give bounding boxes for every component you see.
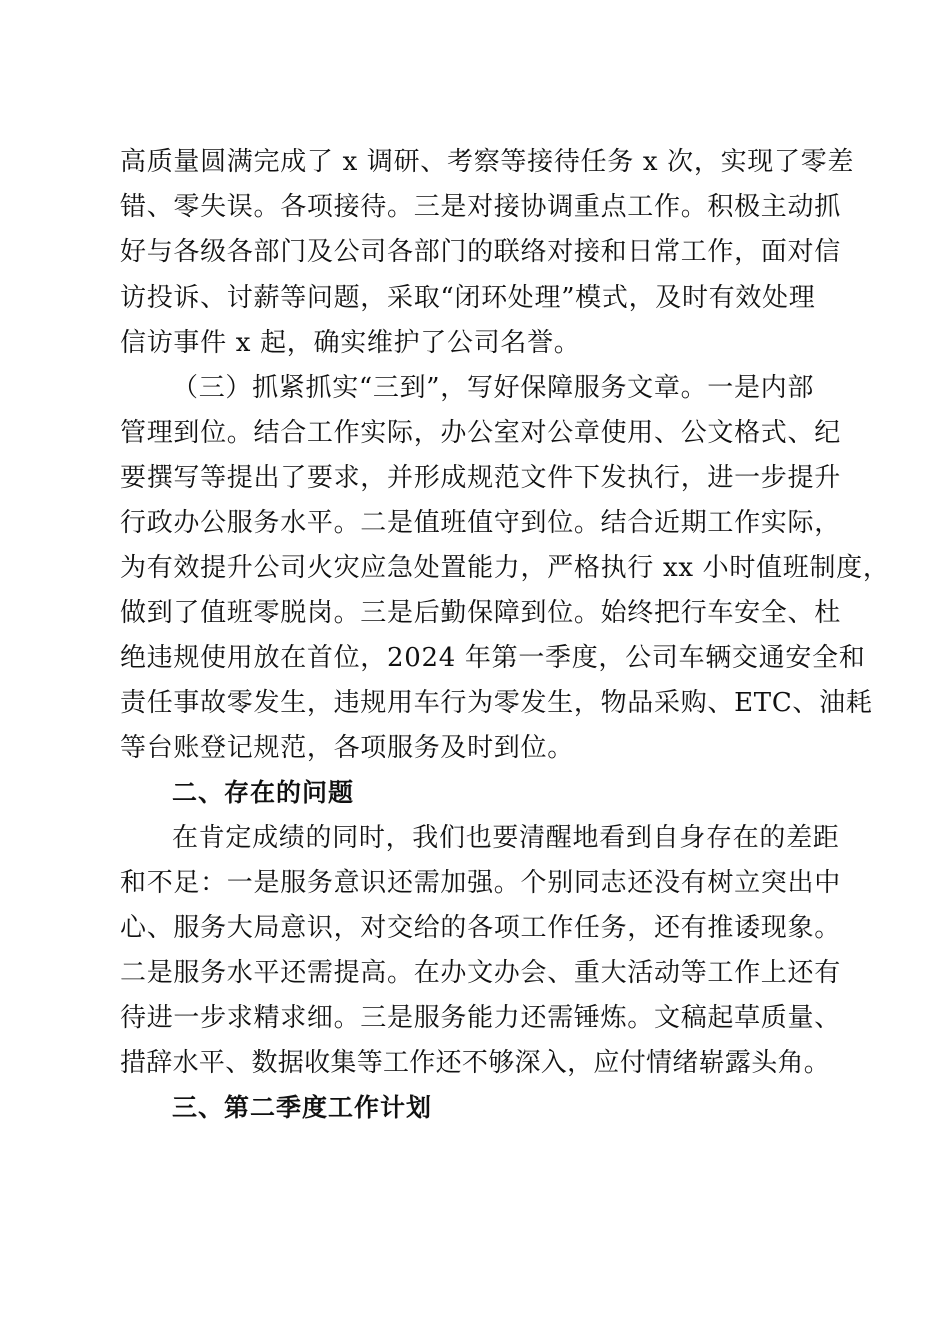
paragraph-1-line-4: 访投诉、讨薪等问题，采取“闭环处理”模式，及时有效处理: [120, 283, 816, 313]
paragraph-2-line-5: 为有效提升公司火灾应急处置能力，严格执行 xx 小时值班制度，: [120, 553, 890, 583]
paragraph-2-line-4: 行政办公服务水平。二是值班值守到位。结合近期工作实际，: [120, 508, 841, 538]
paragraph-2-line-2: 管理到位。结合工作实际，办公室对公章使用、公文格式、纪: [120, 418, 841, 448]
paragraph-2-line-3: 要撰写等提出了要求，并形成规范文件下发执行，进一步提升: [120, 463, 841, 493]
paragraph-2-line-1: （三）抓紧抓实“三到”，写好保障服务文章。一是内部: [172, 373, 815, 403]
section-heading-plan: 三、第二季度工作计划: [172, 1093, 433, 1122]
paragraph-1-line-1: 高质量圆满完成了 x 调研、考察等接待任务 x 次，实现了零差: [120, 147, 855, 177]
paragraph-2-line-8: 责任事故零发生，违规用车行为零发生，物品采购、ETC、油耗: [120, 688, 873, 718]
paragraph-2-line-6: 做到了值班零脱岗。三是后勤保障到位。始终把行车安全、杜: [120, 598, 841, 628]
paragraph-3-line-6: 措辞水平、数据收集等工作还不够深入，应付情绪崭露头角。: [120, 1048, 831, 1078]
paragraph-3-line-4: 二是服务水平还需提高。在办文办会、重大活动等工作上还有: [120, 958, 841, 988]
paragraph-2-line-9: 等台账登记规范，各项服务及时到位。: [120, 733, 574, 763]
paragraph-3-line-3: 心、服务大局意识，对交给的各项工作任务，还有推诿现象。: [120, 913, 841, 943]
paragraph-3-line-1: 在肯定成绩的同时，我们也要清醒地看到自身存在的差距: [172, 823, 840, 853]
paragraph-1-line-2: 错、零失误。各项接待。三是对接协调重点工作。积极主动抓: [120, 192, 841, 222]
paragraph-2-line-7: 绝违规使用放在首位，2024 年第一季度，公司车辆交通安全和: [120, 643, 866, 673]
section-heading-problems: 二、存在的问题: [172, 778, 355, 807]
paragraph-3-line-5: 待进一步求精求细。三是服务能力还需锤炼。文稿起草质量、: [120, 1003, 841, 1033]
paragraph-3-line-2: 和不足：一是服务意识还需加强。个别同志还没有树立突出中: [120, 868, 841, 898]
paragraph-1-line-5: 信访事件 x 起，确实维护了公司名誉。: [120, 328, 581, 358]
paragraph-1-line-3: 好与各级各部门及公司各部门的联络对接和日常工作，面对信: [120, 237, 841, 267]
